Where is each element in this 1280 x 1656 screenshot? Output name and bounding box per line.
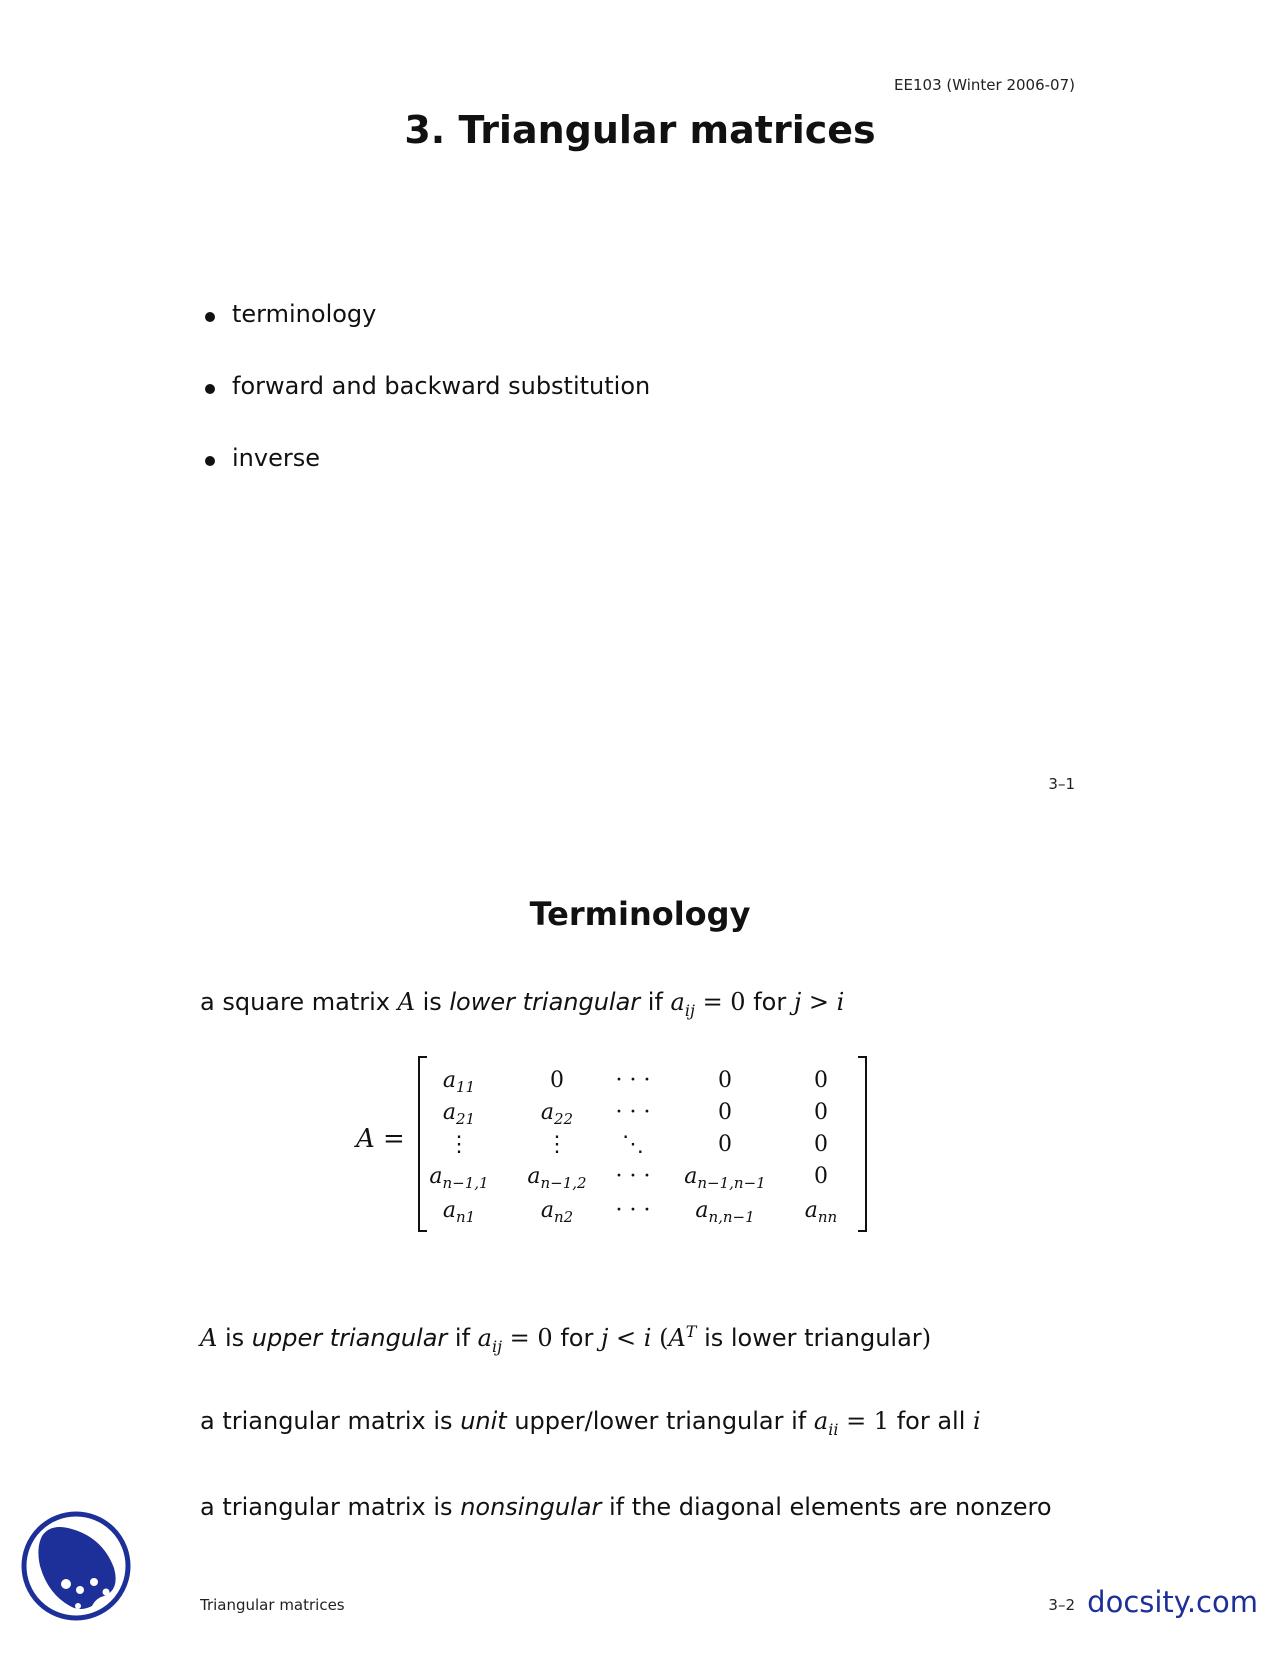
outline-item-label: terminology	[232, 300, 377, 328]
matrix-cell: 0	[814, 1100, 828, 1125]
outline-item	[205, 372, 650, 444]
definition-upper-triangular	[200, 1322, 931, 1356]
docsity-watermark-text: docsity.com	[1087, 1585, 1258, 1619]
matrix-cell: $a_{n-1,n-1}$	[684, 1164, 766, 1192]
math-var: a	[477, 1324, 492, 1352]
footer-label: Triangular matrices	[200, 1596, 345, 1614]
matrix-a	[415, 1055, 875, 1235]
text-run: if	[447, 1324, 478, 1352]
matrix-cell: $a_{21}$	[442, 1100, 476, 1128]
text-run: if the diagonal elements are nonzero	[601, 1493, 1052, 1521]
math-subscript: ij	[684, 1000, 695, 1020]
matrix-cell: ⋱	[622, 1132, 644, 1157]
math-paren: )	[921, 1324, 932, 1352]
matrix-cell: 0	[550, 1068, 564, 1093]
bullet-dot-icon	[205, 312, 215, 322]
matrix-cell: · · ·	[615, 1100, 651, 1125]
left-bracket	[419, 1057, 427, 1231]
text-run: if	[640, 988, 671, 1016]
matrix-cell: · · ·	[615, 1164, 651, 1189]
definition-nonsingular	[200, 1493, 1052, 1521]
matrix-cell: 0	[814, 1132, 828, 1157]
outline-item-label: inverse	[232, 444, 320, 472]
matrix-cell: $a_{nn}$	[804, 1198, 838, 1226]
text-run: is	[217, 1324, 252, 1352]
math-condition: j < i	[600, 1324, 652, 1352]
matrix-cell: 0	[814, 1068, 828, 1093]
slide1-title: 3. Triangular matrices	[404, 108, 876, 152]
text-run: a square matrix	[200, 988, 398, 1016]
math-var: a	[670, 988, 685, 1016]
matrix-cell: $a_{n1}$	[442, 1198, 476, 1226]
text-run: upper/lower triangular if	[506, 1407, 814, 1435]
text-run: a triangular matrix is	[200, 1493, 461, 1521]
text-run: is lower triangular	[696, 1324, 922, 1352]
math-superscript: T	[685, 1322, 697, 1341]
outline-item-label: forward and backward substitution	[232, 372, 651, 400]
matrix-cell: ⋮	[546, 1132, 568, 1157]
matrix-cell: $a_{22}$	[540, 1100, 574, 1128]
right-bracket	[858, 1057, 866, 1231]
page-number-slide1: 3–1	[1048, 775, 1075, 793]
outline-list	[205, 300, 650, 516]
math-subscript: ii	[828, 1419, 839, 1439]
math-eq: = 0	[502, 1324, 553, 1352]
outline-item	[205, 300, 650, 372]
math-eq: = 1	[838, 1407, 890, 1435]
term-upper-triangular: upper triangular	[251, 1324, 448, 1352]
matrix-cell: 0	[718, 1132, 732, 1157]
math-var: a	[813, 1407, 829, 1435]
slide2-title: Terminology	[529, 895, 751, 933]
matrix-cell: $a_{n-1,2}$	[527, 1164, 587, 1192]
bullet-dot-icon	[205, 384, 215, 394]
matrix-label: A =	[356, 1124, 405, 1154]
text-run: is	[414, 988, 450, 1016]
matrix-cell: $a_{n2}$	[540, 1198, 574, 1226]
matrix-cell: 0	[718, 1068, 732, 1093]
matrix-cell: 0	[718, 1100, 732, 1125]
matrix-cell: 0	[814, 1164, 828, 1189]
term-unit: unit	[460, 1407, 507, 1435]
math-subscript: ij	[491, 1336, 503, 1356]
text-run: a triangular matrix is	[200, 1407, 461, 1435]
matrix-cell: $a_{n-1,1}$	[429, 1164, 489, 1192]
math-var: A	[200, 1324, 218, 1352]
math-condition: j > i	[793, 988, 845, 1016]
matrix-cell: $a_{n,n-1}$	[695, 1198, 755, 1226]
matrix-cell: $a_{11}$	[442, 1068, 476, 1096]
text-run: for all	[889, 1407, 974, 1435]
math-var: A	[668, 1324, 686, 1352]
text-run: for	[745, 988, 794, 1016]
page-number-slide2: 3–2	[1048, 1596, 1075, 1614]
math-var: i	[973, 1407, 981, 1435]
course-label: EE103 (Winter 2006-07)	[894, 76, 1075, 94]
matrix-cell: · · ·	[615, 1198, 651, 1223]
text-run: for	[552, 1324, 601, 1352]
math-paren: (	[651, 1324, 669, 1352]
term-nonsingular: nonsingular	[460, 1493, 602, 1521]
matrix-cell: · · ·	[615, 1068, 651, 1093]
definition-unit-triangular	[200, 1407, 981, 1439]
math-var: A	[397, 988, 415, 1016]
outline-item	[205, 444, 650, 516]
matrix-cell: ⋮	[448, 1132, 470, 1157]
term-lower-triangular: lower triangular	[449, 988, 641, 1016]
docsity-logo-icon	[20, 1510, 132, 1622]
definition-lower-triangular	[200, 988, 844, 1020]
bullet-dot-icon	[205, 456, 215, 466]
math-eq: = 0	[694, 988, 746, 1016]
